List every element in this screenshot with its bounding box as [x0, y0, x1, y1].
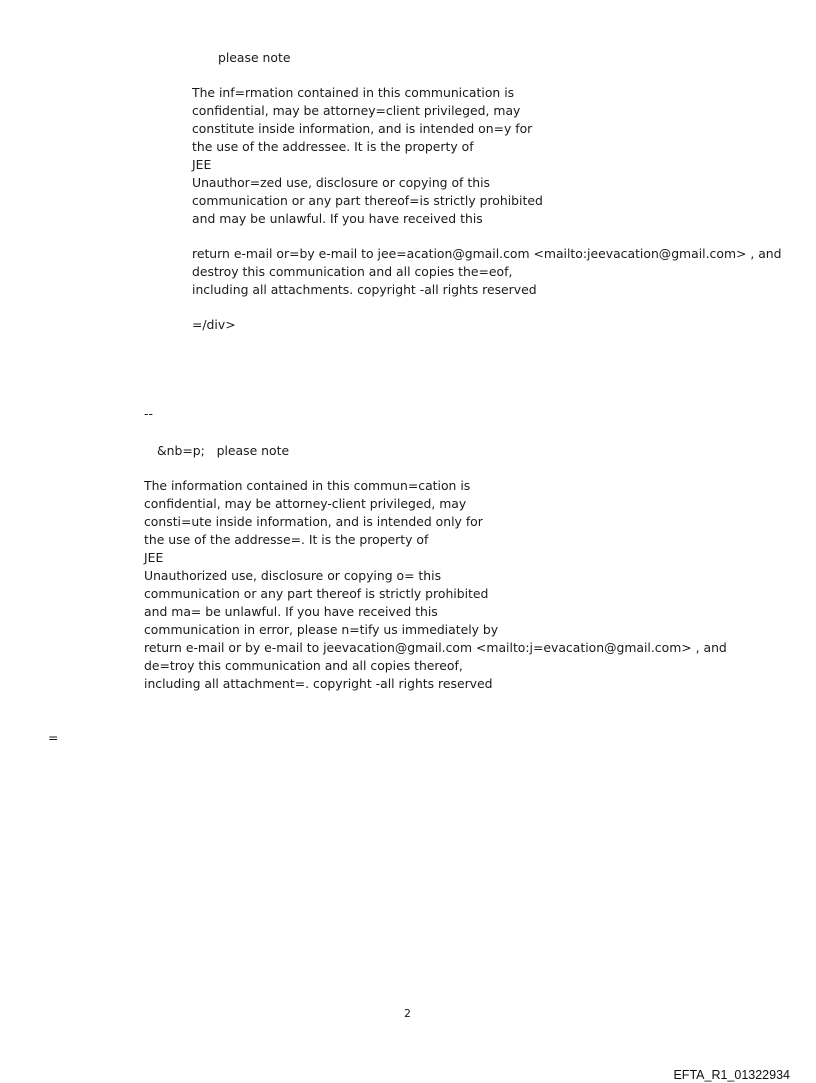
section1-p1-line: JEE: [192, 157, 212, 172]
section1-p2-line: return e-mail or=by e-mail to jee=acation@gmail.com <mailto:jeevacation@gmail.com> , and: [192, 246, 782, 261]
section1-p1-line: The inf=rmation contained in this communication is: [192, 85, 515, 100]
section1-p2-line: destroy this communication and all copies the=eof,: [192, 264, 513, 279]
section1-p1-line: and may be unlawful. If you have received this: [192, 211, 483, 226]
section1-paragraph2: [192, 245, 782, 299]
section2-paragraph: [144, 477, 727, 693]
section2-line: The information contained in this commun=cation is: [144, 478, 471, 493]
section2-line: communication in error, please n=tify us immediately by: [144, 622, 499, 637]
section1-paragraph1: [192, 84, 543, 228]
section1-closing-tag: =/div>: [192, 317, 236, 332]
section1-p1-line: constitute inside information, and is intended on=y for: [192, 121, 533, 136]
section1-p1-line: communication or any part thereof=is strictly prohibited: [192, 193, 543, 208]
section2-line: communication or any part thereof is strictly prohibited: [144, 586, 489, 601]
section2-line: the use of the addresse=. It is the property of: [144, 532, 429, 547]
page-number: 2: [404, 1007, 411, 1020]
section2-line: return e-mail or by e-mail to jeevacation@gmail.com <mailto:j=evacation@gmail.com> , and: [144, 640, 727, 655]
section2-line: de=troy this communication and all copies thereof,: [144, 658, 463, 673]
section2-line: Unauthorized use, disclosure or copying o= this: [144, 568, 442, 583]
section2-line: consti=ute inside information, and is intended only for: [144, 514, 483, 529]
section1-p1-line: the use of the addressee. It is the property of: [192, 139, 474, 154]
section2-header: &nb=p; please note: [157, 443, 290, 458]
section2-line: JEE: [144, 550, 164, 565]
section1-p2-line: including all attachments. copyright -all rights reserved: [192, 282, 537, 297]
document-id: EFTA_R1_01322934: [673, 1067, 790, 1082]
section2-line: and ma= be unlawful. If you have received this: [144, 604, 438, 619]
section1-header: please note: [218, 50, 291, 65]
signature-separator: --: [144, 406, 153, 421]
section2-line: including all attachment=. copyright -all rights reserved: [144, 676, 493, 691]
section2-line: confidential, may be attorney-client privileged, may: [144, 496, 467, 511]
trailing-marker: =: [48, 730, 59, 745]
section1-p1-line: confidential, may be attorney=client privileged, may: [192, 103, 521, 118]
section1-p1-line: Unauthor=zed use, disclosure or copying of this: [192, 175, 490, 190]
